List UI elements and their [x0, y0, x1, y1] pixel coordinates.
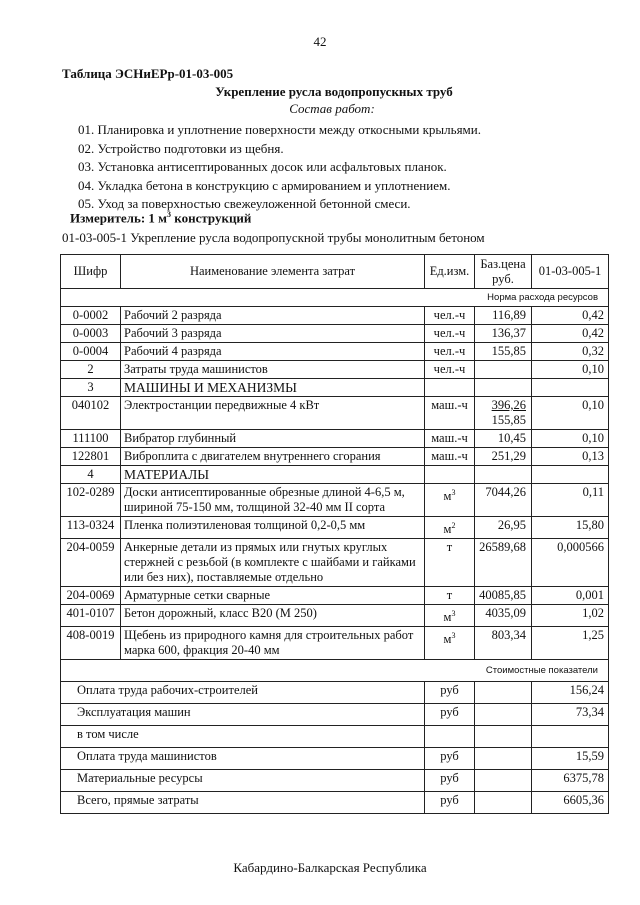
- header-price: Баз.цена руб.: [475, 255, 532, 289]
- resource-table: [60, 254, 609, 814]
- header-code: Шифр: [61, 255, 121, 289]
- work-list: [78, 121, 481, 214]
- table-title: Таблица ЭСНиЕРр-01-03-005: [62, 66, 234, 81]
- work-item: 04. Укладка бетона в конструкцию с армированием и уплотнением.: [78, 177, 451, 193]
- table-row: 113-0324 Пленка полиэтиленовая толщиной 0,2-0,5 мм $м^2$ 26,95 15,80: [61, 517, 609, 539]
- summary-row: Всего, прямые затраты руб 6605,36: [61, 792, 609, 814]
- summary-row: Оплата труда машинистов руб 15,59: [61, 748, 609, 770]
- page-number: 42: [313, 34, 327, 49]
- table-row: 0-0002 Рабочий 2 разряда чел.-ч 116,89 0,42: [61, 307, 609, 325]
- header-norm-code: 01-03-005-1: [532, 255, 609, 289]
- summary-row: Оплата труда рабочих-строителей руб 156,24: [61, 682, 609, 704]
- section-heading: Укрепление русла водопропускных труб: [215, 84, 453, 99]
- table-header: [61, 255, 609, 289]
- work-item: 02. Устройство подготовки из щебня.: [78, 140, 284, 156]
- table-row: 102-0289 Доски антисептированные обрезные длиной 4-6,5 м, шириной 75-150 мм, толщиной 32-40 мм II сорта $м^3$ 7044,26 0,11: [61, 484, 609, 517]
- measure-unit: Измеритель: 1 $м^3$ конструкций: [70, 210, 252, 226]
- work-item: 03. Установка антисептированных досок или асфальтовых планок.: [78, 159, 447, 175]
- section-row-machines: 3 МАШИНЫ И МЕХАНИЗМЫ: [61, 379, 609, 397]
- table-row: 204-0069 Арматурные сетки сварные т 40085,85 0,001: [61, 587, 609, 605]
- norm-note-row: Норма расхода ресурсов: [61, 289, 609, 307]
- cost-note-row: Стоимостные показатели: [61, 660, 609, 682]
- work-item: 01. Планировка и уплотнение поверхности между откосными крыльями.: [78, 122, 481, 137]
- header-unit: Ед.изм.: [425, 255, 475, 289]
- table-row: 401-0107 Бетон дорожный, класс В20 (М 250) $м^3$ 4035,09 1,02: [61, 605, 609, 627]
- table-row: 204-0059 Анкерные детали из прямых или гнутых круглых стержней с резьбой (в комплекте с шайбами и гайками или без них), поставляемые отдельно т 26589,68 0,000566: [61, 539, 609, 587]
- table-row: 122801 Виброплита с двигателем внутреннего сгорания маш.-ч 251,29 0,13: [61, 448, 609, 466]
- section-row-materials: 4 МАТЕРИАЛЫ: [61, 466, 609, 484]
- table-row: 408-0019 Щебень из природного камня для строительных работ марка 600, фракция 20-40 мм $м^3$ 803,34 1,25: [61, 627, 609, 660]
- table-row: 0-0004 Рабочий 4 разряда чел.-ч 155,85 0,32: [61, 343, 609, 361]
- table-row: 111100 Вибратор глубинный маш.-ч 10,45 0,10: [61, 430, 609, 448]
- work-composition-label: Состав работ:: [289, 101, 375, 116]
- work-item: 05. Уход за поверхностью свежеуложенной бетонной смеси.: [78, 196, 411, 212]
- summary-row: Эксплуатация машин руб 73,34: [61, 704, 609, 726]
- table-row: 040102 Электростанции передвижные 4 кВт маш.-ч 396,26 155,85 0,10: [61, 397, 609, 430]
- machinist-row: 2 Затраты труда машинистов чел.-ч 0,10: [61, 361, 609, 379]
- header-name: Наименование элемента затрат: [121, 255, 425, 289]
- region-footer: Кабардино-Балкарская Республика: [233, 860, 427, 875]
- norm-code-line: 01-03-005-1 Укрепление русла водопропускной трубы монолитным бетоном: [62, 230, 485, 245]
- summary-row: в том числе: [61, 726, 609, 748]
- summary-row: Материальные ресурсы руб 6375,78: [61, 770, 609, 792]
- table-row: 0-0003 Рабочий 3 разряда чел.-ч 136,37 0,42: [61, 325, 609, 343]
